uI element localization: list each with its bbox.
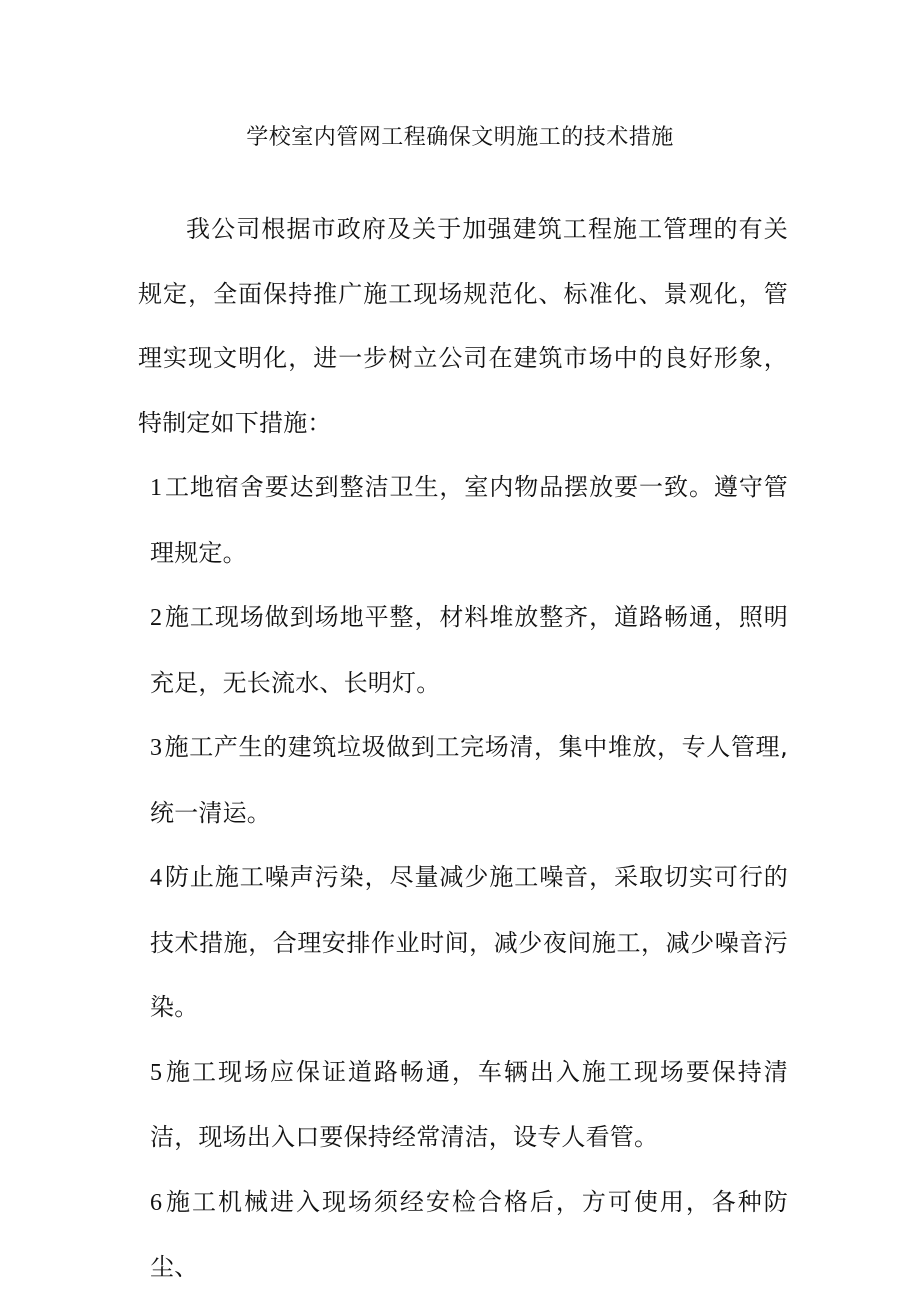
item-number: 2 [150,605,163,631]
item-number: 4 [150,865,163,891]
document-body [138,197,788,1300]
list-item [138,585,788,715]
list-item [138,845,788,1040]
item-text: 施工产生的建筑垃圾做到工完场清，集中堆放，专人管理,统一清运。 [150,733,788,827]
list-item [138,715,788,845]
document-title: 学校室内管网工程确保文明施工的技术措施 [246,125,674,150]
item-text: 施工机械进入现场须经安检合格后，方可使用，各种防尘、 [150,1187,788,1281]
item-text: 防止施工噪声污染，尽量减少施工噪音，采取切实可行的技术措施，合理安排作业时间，减少夜间施工，减少噪音污染。 [150,863,788,1021]
item-number: 3 [150,735,163,761]
item-number: 6 [150,1189,163,1216]
list-item [138,1170,788,1300]
item-number: 5 [150,1059,163,1086]
item-text: 工地宿舍要达到整洁卫生，室内物品摆放要一致。遵守管理规定。 [150,473,788,567]
list-item [138,455,788,585]
item-text: 施工现场做到场地平整，材料堆放整齐，道路畅通，照明充足，无长流水、长明灯。 [150,603,788,697]
list-item [138,1040,788,1170]
intro-paragraph: 我公司根据市政府及关于加强建筑工程施工管理的有关规定，全面保持推广施工现场规范化、标准化、景观化，管理实现文明化，进一步树立公司在建筑市场中的良好形象，特制定如下措施： [138,215,788,437]
item-text: 施工现场应保证道路畅通，车辆出入施工现场要保持清洁，现场出入口要保持经常清洁，设专人看管。 [150,1057,788,1151]
item-number: 1 [150,475,163,501]
